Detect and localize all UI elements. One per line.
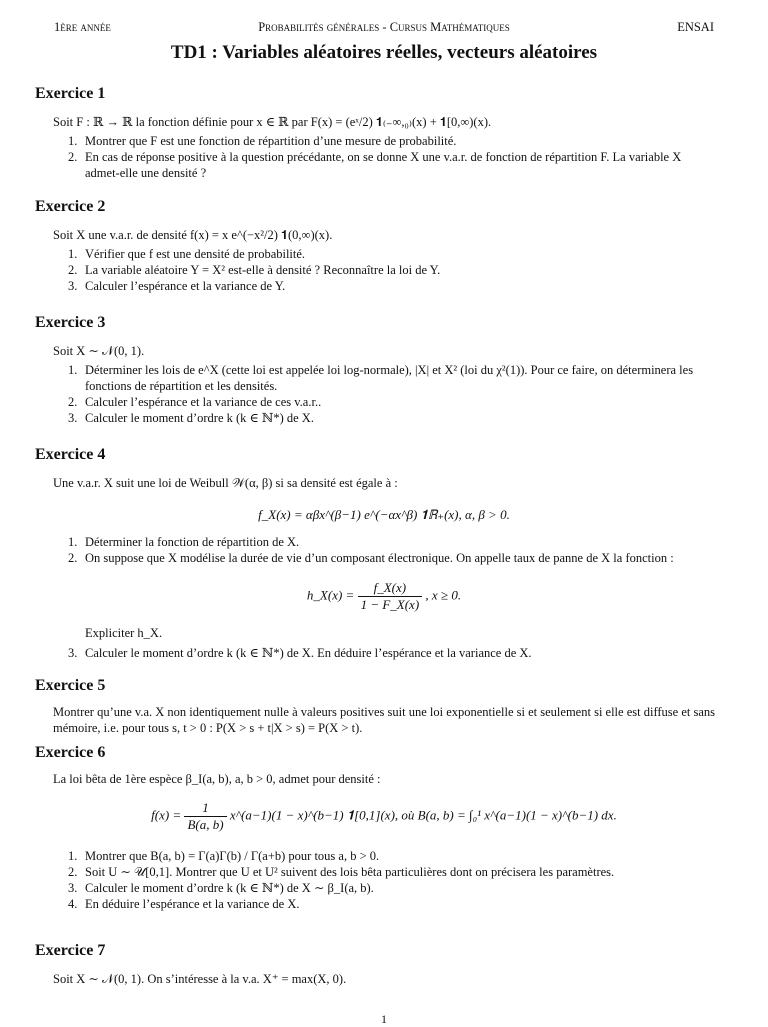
exercise-6-item: 4. En déduire l’espérance et la variance de X. (68, 897, 300, 911)
exercise-6-list (53, 848, 715, 912)
exercise-1-item: 2. En cas de réponse positive à la question précédante, on se donne X une v.a.r. de fonction de répartition F. La variable X admet-elle une densité ? (68, 150, 682, 180)
exercise-3-heading: Exercice 3 (35, 314, 106, 331)
exercise-4-item: 3. Calculer le moment d’ordre k (k ∈ ℕ*) de X. En déduire l’espérance et la variance de X. (68, 646, 532, 660)
exercise-6-item: 1. Montrer que B(a, b) = Γ(a)Γ(b) / Γ(a+b) pour tous a, b > 0. (68, 849, 380, 863)
exercise-7-intro: Soit X ∼ 𝒩(0, 1). On s’intéresse à la v.a. X⁺ = max(X, 0). (53, 972, 347, 986)
exercise-3-item: 3. Calculer le moment d’ordre k (k ∈ ℕ*) de X. (68, 411, 314, 425)
exercise-4-list-2 (53, 645, 715, 661)
weibull-density-formula: f_X(x) = αβx^(β−1) e^(−αx^β) 𝟏ℝ₊(x), α, β > 0. (258, 507, 510, 522)
page-number: 1 (381, 1012, 387, 1026)
exercise-1-heading: Exercice 1 (35, 85, 106, 102)
header-left: 1ère année (54, 20, 111, 34)
beta-density-formula: f(x) = $\frac{1}{B(a, b)}$ x^(a−1)(1 − x)^(b−1) 𝟏[0,1](x), où B(a, b) = ∫₀¹ x^(a−1)(1 − x)^(b−1) dx. (151, 800, 617, 832)
exercise-3-list (53, 362, 715, 426)
exercise-2-item: 2. La variable aléatoire Y = X² est-elle à densité ? Reconnaître la loi de Y. (68, 263, 441, 277)
exercise-4-item: 1. Déterminer la fonction de répartition de X. (68, 535, 300, 549)
exercise-7-heading: Exercice 7 (35, 942, 106, 959)
exercise-5-heading: Exercice 5 (35, 677, 106, 694)
running-header (54, 20, 714, 36)
exercise-3-intro: Soit X ∼ 𝒩(0, 1). (53, 344, 145, 358)
exercise-3-item: 2. Calculer l’espérance et la variance de ces v.a.r.. (68, 395, 322, 409)
exercise-6-item: 3. Calculer le moment d’ordre k (k ∈ ℕ*) de X ∼ β_I(a, b). (68, 881, 374, 895)
exercise-1-intro: Soit F : ℝ → ℝ la fonction définie pour x ∈ ℝ par F(x) = (eˣ/2) 𝟏₍₋∞,₀₎(x) + 𝟏[0,∞)(x). (53, 115, 492, 129)
exercise-6-item: 2. Soit U ∼ 𝒰[0,1]. Montrer que U et U² suivent des lois bêta particulières dont on précisera les paramètres. (68, 865, 615, 879)
exercise-2-intro: Soit X une v.a.r. de densité f(x) = x e^(−x²/2) 𝟏(0,∞)(x). (53, 228, 333, 242)
exercise-4-intro: Une v.a.r. X suit une loi de Weibull 𝒲(α, β) si sa densité est égale à : (53, 476, 398, 490)
exercise-4-list (53, 534, 715, 566)
header-center: Probabilités générales - Cursus Mathématiques (258, 20, 510, 34)
exercise-2-item: 3. Calculer l’espérance et la variance de Y. (68, 279, 286, 293)
exercise-4-heading: Exercice 4 (35, 446, 106, 463)
exercise-1-list (53, 133, 715, 181)
exercise-4-after: Expliciter h_X. (85, 626, 163, 640)
exercise-6-intro: La loi bêta de 1ère espèce β_I(a, b), a, b > 0, admet pour densité : (53, 772, 381, 786)
exercise-1-item: 1. Montrer que F est une fonction de répartition d’une mesure de probabilité. (68, 134, 457, 148)
exercise-2-list (53, 246, 715, 294)
exercise-2-item: 1. Vérifier que f est une densité de probabilité. (68, 247, 306, 261)
hazard-rate-formula: h_X(x) = $\frac{f\_X(x)}{1 - F\_X(x)}$ , x ≥ 0. (306, 580, 462, 612)
exercise-5-intro: Montrer qu’une v.a. X non identiquement nulle à valeurs positives suit une loi exponentielle si et seulement si elle est diffuse et sans mémoire, i.e. pour tous s, t > 0 : P(X > s + t|X > s) = P(X > t). (53, 705, 715, 735)
page-title: TD1 : Variables aléatoires réelles, vecteurs aléatoires (170, 42, 598, 63)
header-right: ENSAI (677, 20, 714, 34)
exercise-3-item: 1. Déterminer les lois de e^X (cette loi est appelée loi log-normale), |X| et X² (loi du χ²(1)). Pour ce faire, on déterminera les fonctions de répartition et les densités. (68, 363, 694, 393)
exercise-2-heading: Exercice 2 (35, 198, 106, 215)
exercise-6-heading: Exercice 6 (35, 744, 106, 761)
exercise-4-item: 2. On suppose que X modélise la durée de vie d’un composant électronique. On appelle taux de panne de X la fonction : (68, 551, 674, 565)
